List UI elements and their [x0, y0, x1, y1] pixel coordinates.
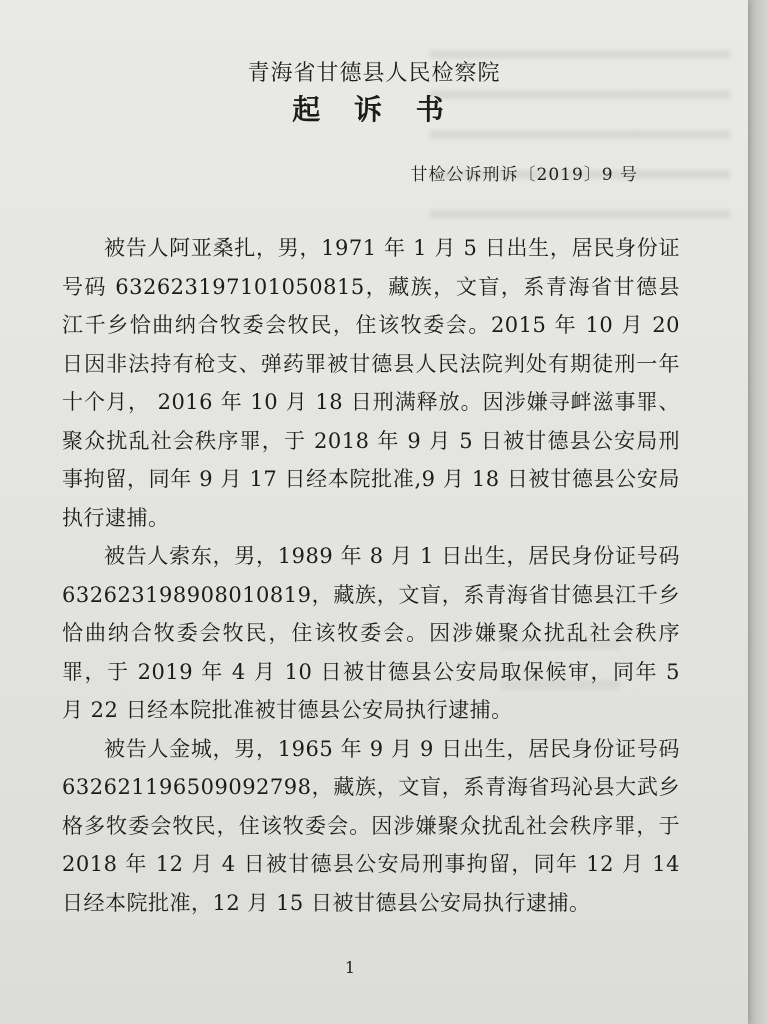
underlying-page-edge [746, 0, 768, 1024]
organization-name: 青海省甘德县人民检察院 [247, 61, 501, 86]
defendant-paragraph-3: 被告人金城，男，1965 年 9 月 9 日出生，居民身份证号码 632621196509092798，藏族，文盲，系青海省玛沁县大武乡格多牧委会牧民，住该牧委会。因涉嫌聚众扰乱社会秩序罪，于 2018 年 12 月 4 日被甘德县公安局刑事拘留，同年 12 月 14 日经本院批准，12 月 15 日被甘德县公安局执行逮捕。 [62, 736, 680, 915]
document-body [62, 229, 680, 922]
defendant-paragraph-2: 被告人索东，男，1989 年 8 月 1 日出生，居民身份证号码 632623198908010819，藏族，文盲，系青海省甘德县江千乡恰曲纳合牧委会牧民，住该牧委会。因涉嫌聚众扰乱社会秩序罪，于 2019 年 4 月 10 日被甘德县公安局取保候审，同年 5 月 22 日经本院批准被甘德县公安局执行逮捕。 [62, 544, 680, 722]
defendant-paragraph-1: 被告人阿亚桑扎，男，1971 年 1 月 5 日出生，居民身份证号码 632623197101050815，藏族，文盲，系青海省甘德县江千乡恰曲纳合牧委会牧民，住该牧委会。2015 年 10 月 20 日因非法持有枪支、弹药罪被甘德县人民法院判处有期徒刑一年十个月， 2016 年 10 月 18 日刑满释放。因涉嫌寻衅滋事罪、聚众扰乱社会秩序罪，于 2018 年 9 月 5 日被甘德县公安局刑事拘留，同年 9 月 17 日经本院批准,9 月 18 日被甘德县公安局执行逮捕。 [62, 236, 680, 530]
page-number: 1 [344, 958, 356, 977]
document-title: 起 诉 书 [292, 93, 456, 126]
document-number: 甘检公诉刑诉〔2019〕9 号 [410, 165, 638, 185]
